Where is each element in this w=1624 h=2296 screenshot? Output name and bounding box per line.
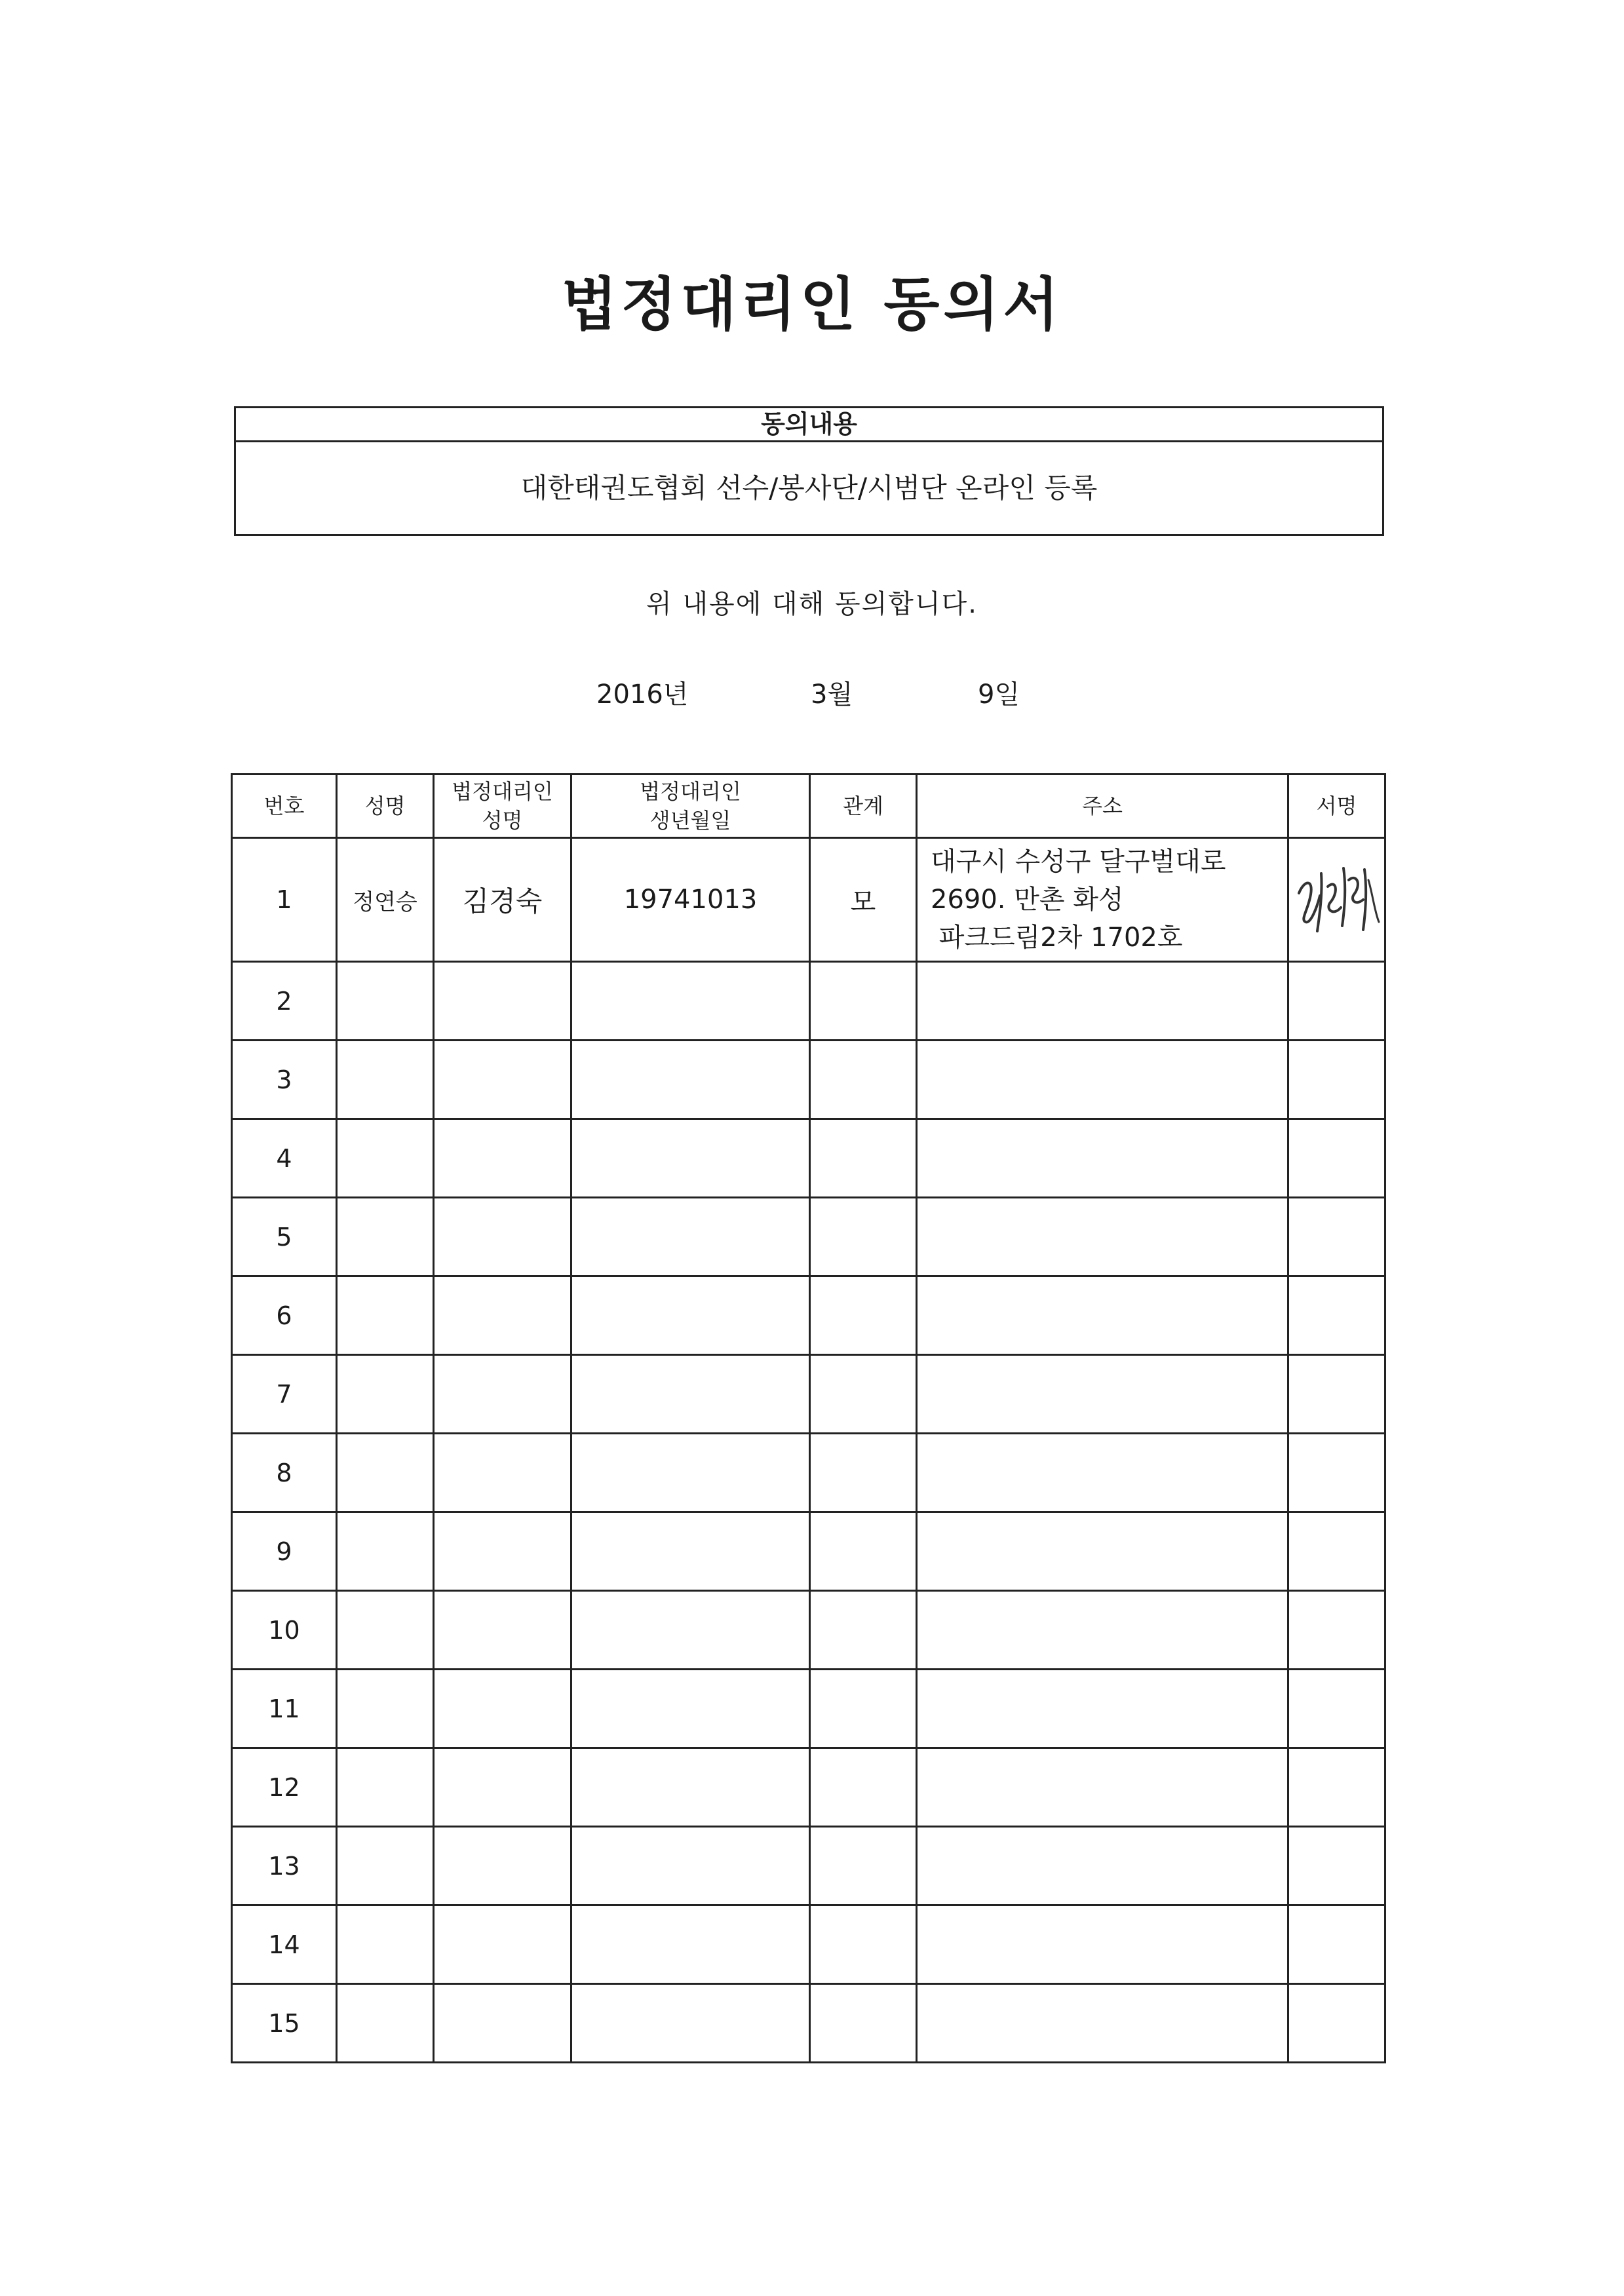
row-guardian-name xyxy=(434,1670,571,1748)
row-signature xyxy=(1288,1905,1385,1984)
table-row xyxy=(232,1434,1385,1512)
header-guardian-birth-line2: 생년월일 xyxy=(649,808,731,833)
row-address-line3: 파크드림2차 1702호 xyxy=(931,923,1183,953)
row-signature xyxy=(1288,1198,1385,1276)
row-number: 2 xyxy=(232,962,337,1041)
row-number: 1 xyxy=(232,838,337,962)
header-guardian-birth-line1: 법정대리인 xyxy=(640,779,741,804)
row-address xyxy=(917,1041,1288,1119)
row-address-line1: 대구시 수성구 달구벌대로 xyxy=(931,847,1226,877)
row-guardian-birth xyxy=(571,1119,810,1198)
row-number: 8 xyxy=(232,1434,337,1512)
row-guardian-name xyxy=(434,1276,571,1355)
row-number: 3 xyxy=(232,1041,337,1119)
row-guardian-name xyxy=(434,962,571,1041)
header-guardian-name-line2: 성명 xyxy=(482,808,523,833)
row-relation xyxy=(810,1827,917,1905)
row-guardian-name xyxy=(434,1119,571,1198)
row-name xyxy=(337,1748,434,1827)
agreement-statement: 위 내용에 대해 동의합니다. xyxy=(646,589,978,619)
row-guardian-name xyxy=(434,1434,571,1512)
table-row xyxy=(232,1355,1385,1434)
row-guardian-birth xyxy=(571,1512,810,1591)
header-guardian-name-line1: 법정대리인 xyxy=(452,779,553,804)
row-name xyxy=(337,1512,434,1591)
row-relation xyxy=(810,1591,917,1670)
row-signature xyxy=(1288,1276,1385,1355)
row-guardian-birth xyxy=(571,1198,810,1276)
row-number: 15 xyxy=(232,1984,337,2063)
header-guardian-name xyxy=(434,775,571,838)
row-guardian-birth xyxy=(571,1355,810,1434)
table-row xyxy=(232,838,1385,962)
header-guardian-birth xyxy=(571,775,810,838)
row-relation xyxy=(810,1984,917,2063)
row-address xyxy=(917,1827,1288,1905)
row-address xyxy=(917,1119,1288,1198)
consent-header: 동의내용 xyxy=(236,408,1382,442)
table-row xyxy=(232,1670,1385,1748)
row-address xyxy=(917,1434,1288,1512)
table-row xyxy=(232,1591,1385,1670)
row-address-line2: 2690. 만촌 화성 xyxy=(931,885,1124,915)
table-row xyxy=(232,1041,1385,1119)
header-number: 번호 xyxy=(232,775,337,838)
row-signature xyxy=(1288,1748,1385,1827)
row-guardian-name xyxy=(434,1748,571,1827)
row-relation xyxy=(810,1512,917,1591)
table-row xyxy=(232,1198,1385,1276)
row-name xyxy=(337,1198,434,1276)
row-relation xyxy=(810,1905,917,1984)
row-guardian-name xyxy=(434,1984,571,2063)
row-guardian-name xyxy=(434,1827,571,1905)
row-name xyxy=(337,1041,434,1119)
date-year: 2016년 xyxy=(596,679,689,710)
row-signature xyxy=(1288,838,1385,962)
row-address xyxy=(917,1748,1288,1827)
header-name: 성명 xyxy=(337,775,434,838)
row-guardian-name xyxy=(434,1041,571,1119)
row-address xyxy=(917,1198,1288,1276)
row-guardian-birth xyxy=(571,1276,810,1355)
row-signature xyxy=(1288,1591,1385,1670)
row-signature xyxy=(1288,1512,1385,1591)
row-address xyxy=(917,1276,1288,1355)
row-address xyxy=(917,1591,1288,1670)
row-number: 7 xyxy=(232,1355,337,1434)
row-number: 6 xyxy=(232,1276,337,1355)
row-guardian-name xyxy=(434,1198,571,1276)
row-relation xyxy=(810,962,917,1041)
consent-content: 대한태권도협회 선수/봉사단/시범단 온라인 등록 xyxy=(520,472,1098,504)
row-number: 4 xyxy=(232,1119,337,1198)
row-relation xyxy=(810,1276,917,1355)
row-signature xyxy=(1288,1355,1385,1434)
row-signature xyxy=(1288,1984,1385,2063)
table-row xyxy=(232,1984,1385,2063)
row-signature xyxy=(1288,962,1385,1041)
row-relation: 모 xyxy=(810,838,917,962)
row-guardian-name xyxy=(434,1905,571,1984)
header-signature: 서명 xyxy=(1288,775,1385,838)
row-number: 14 xyxy=(232,1905,337,1984)
row-name xyxy=(337,1119,434,1198)
row-number: 10 xyxy=(232,1591,337,1670)
row-guardian-birth xyxy=(571,1670,810,1748)
table-row xyxy=(232,1748,1385,1827)
row-guardian-birth xyxy=(571,962,810,1041)
row-address xyxy=(917,1670,1288,1748)
table-header-row xyxy=(232,775,1385,838)
row-guardian-birth xyxy=(571,1434,810,1512)
row-name xyxy=(337,1355,434,1434)
row-address xyxy=(917,962,1288,1041)
row-relation xyxy=(810,1198,917,1276)
row-relation xyxy=(810,1041,917,1119)
handwritten-signature xyxy=(1291,854,1383,946)
row-address xyxy=(917,1984,1288,2063)
row-name xyxy=(337,1905,434,1984)
row-signature xyxy=(1288,1434,1385,1512)
row-guardian-name xyxy=(434,1355,571,1434)
row-name xyxy=(337,1827,434,1905)
row-guardian-name: 김경숙 xyxy=(434,838,571,962)
row-guardian-birth xyxy=(571,1591,810,1670)
row-signature xyxy=(1288,1827,1385,1905)
row-name xyxy=(337,1434,434,1512)
date-day: 9일 xyxy=(978,679,1020,710)
row-name xyxy=(337,1591,434,1670)
table-row xyxy=(232,1827,1385,1905)
row-signature xyxy=(1288,1119,1385,1198)
row-guardian-birth: 19741013 xyxy=(571,838,810,962)
guardian-registry-table xyxy=(231,773,1386,2063)
row-number: 5 xyxy=(232,1198,337,1276)
row-guardian-name xyxy=(434,1512,571,1591)
table-row xyxy=(232,1276,1385,1355)
header-address: 주소 xyxy=(917,775,1288,838)
date-month: 3월 xyxy=(811,679,853,710)
row-address xyxy=(917,1355,1288,1434)
row-relation xyxy=(810,1748,917,1827)
table-row xyxy=(232,1119,1385,1198)
row-guardian-birth xyxy=(571,1748,810,1827)
table-row xyxy=(232,962,1385,1041)
row-guardian-birth xyxy=(571,1827,810,1905)
row-relation xyxy=(810,1119,917,1198)
row-signature xyxy=(1288,1041,1385,1119)
row-guardian-birth xyxy=(571,1984,810,2063)
row-guardian-birth xyxy=(571,1905,810,1984)
row-number: 9 xyxy=(232,1512,337,1591)
row-guardian-name xyxy=(434,1591,571,1670)
row-number: 11 xyxy=(232,1670,337,1748)
table-row xyxy=(232,1905,1385,1984)
row-name: 정연승 xyxy=(337,838,434,962)
table-row xyxy=(232,1512,1385,1591)
row-guardian-birth xyxy=(571,1041,810,1119)
row-name xyxy=(337,1276,434,1355)
row-number: 12 xyxy=(232,1748,337,1827)
row-address xyxy=(917,1512,1288,1591)
row-name xyxy=(337,962,434,1041)
row-relation xyxy=(810,1670,917,1748)
row-number: 13 xyxy=(232,1827,337,1905)
header-relation: 관계 xyxy=(810,775,917,838)
row-signature xyxy=(1288,1670,1385,1748)
row-address xyxy=(917,838,1288,962)
row-name xyxy=(337,1984,434,2063)
row-relation xyxy=(810,1355,917,1434)
row-address xyxy=(917,1905,1288,1984)
row-name xyxy=(337,1670,434,1748)
page-title: 법정대리인 동의서 xyxy=(561,271,1063,338)
row-relation xyxy=(810,1434,917,1512)
consent-box xyxy=(234,406,1384,536)
